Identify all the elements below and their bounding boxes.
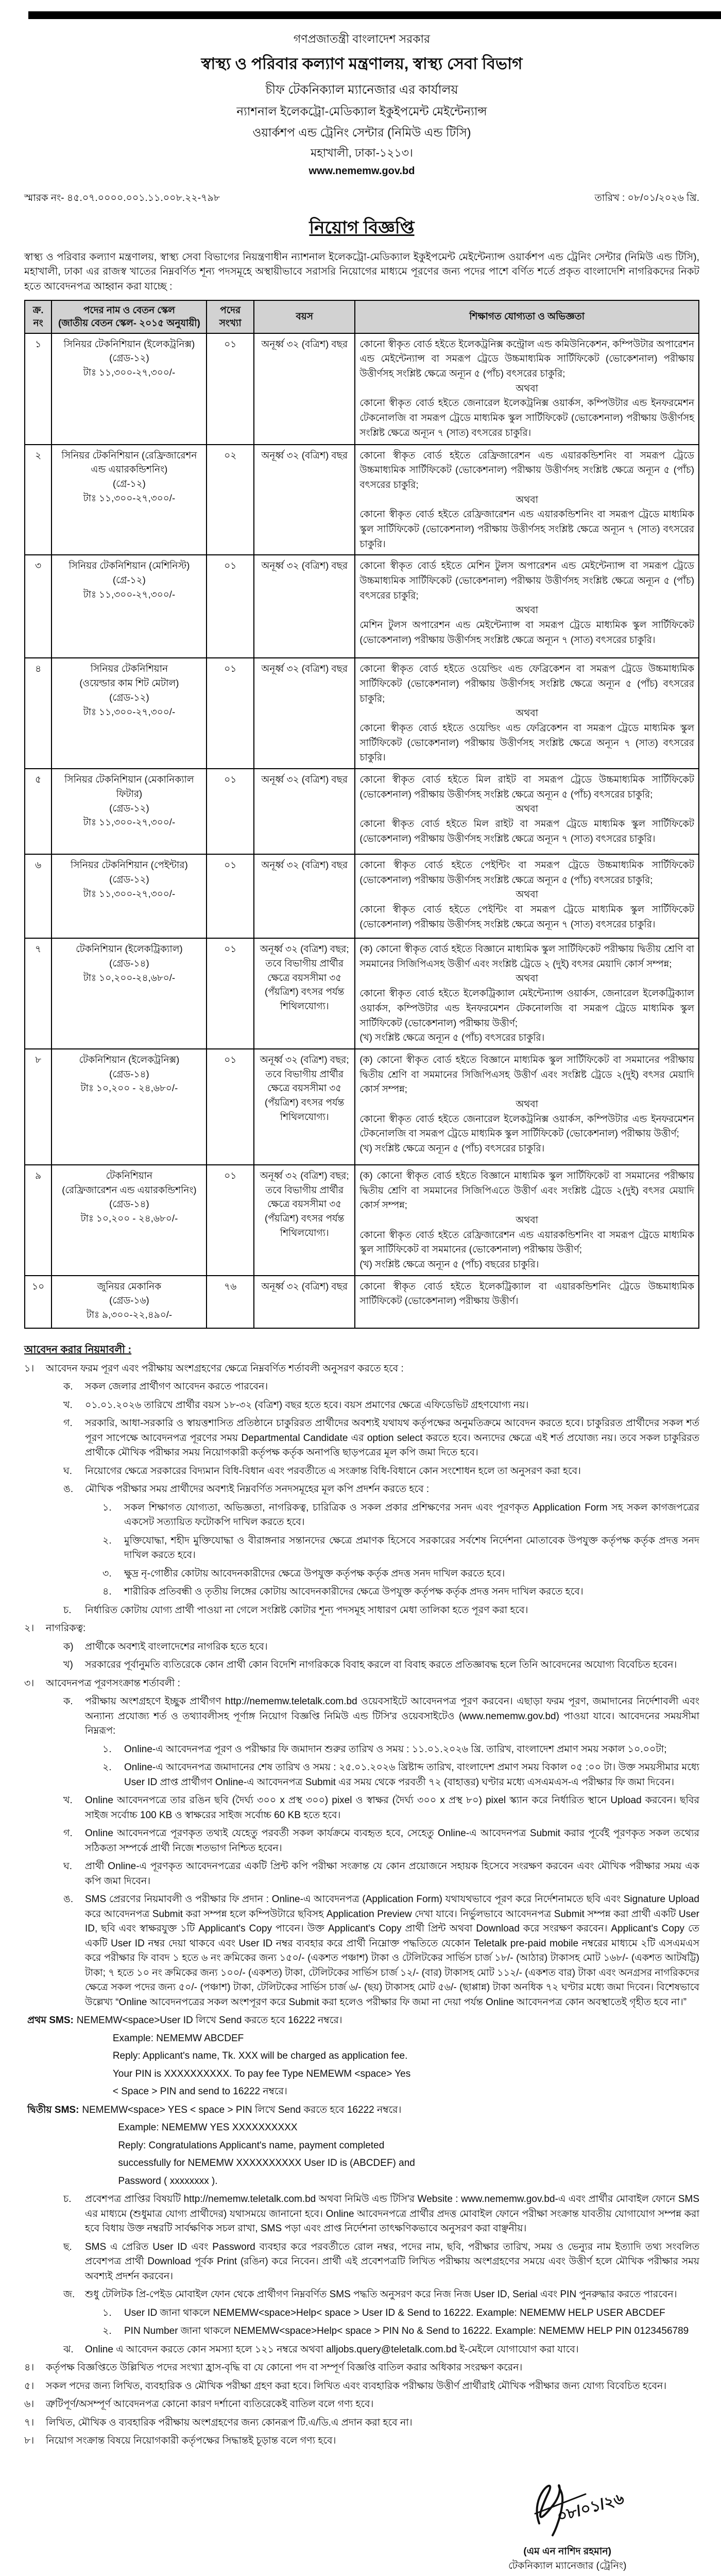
qualification-cell: কোনো স্বীকৃত বোর্ড হইতে মিল রাইট বা সমরূপ ট্রেডে উচ্চমাধ্যমিক সার্টিফিকেট (ভোকেশনাল) পরীক্ষায় উত্তীর্ণসহ সংশ্লিষ্ট ক্ষেত্রে অন্যূন ৫ (পাঁচ) বৎসরের চাকুরি; অথবা কোনো স্বীকৃত বোর্ড হইতে মিল রাইট বা সমরূপ ট্রেডে মাধ্যমিক স্কুল সার্টিফিকেট (ভোকেশনাল) পরীক্ষায় উত্তীর্ণসহ সংশ্লিষ্ট ক্ষেত্রে অন্যূন ৭ (সাত) বৎসরের চাকুরি। (355, 769, 699, 854)
age-cell: অনূর্ধ্ব ৩২ (বত্রিশ) বছর (254, 445, 355, 555)
post-name-cell: সিনিয়র টেকনিশিয়ান (পেইন্টার) (গ্রেড-১২) টাঃ ১১,৩০০-২৭,৩০০/- (52, 854, 207, 938)
rule-item-text: SMS এ প্রেরিত User ID এবং Password ব্যবহার করে পরবর্তীতে রোল নম্বর, পদের নাম, ছবি, পরীক্ষার তারিখ, সময় ও ভেন্যুর নাম ইত্যাদি তথ্য সংবলিত প্রবেশপত্র প্রার্থী Download পূর্বক Print (রঙিন) করে নিবেন। প্রার্থী এই প্রবেশপত্রটি লিখিত পরীক্ষায় অংশগ্রহণের সময়ে এবং উত্তীর্ণ হলে মৌখিক পরীক্ষার সময় অবশ্যই প্রদর্শন করবেন। (85, 2241, 699, 2282)
signature-date-text: ০৮/০১/২৬ (555, 2489, 626, 2526)
vacancy-cell: ০২ (207, 445, 254, 555)
website-url: www.nememw.gov.bd (308, 165, 415, 177)
rule-item-marker: ১. (102, 1502, 112, 1513)
rule-item-marker: ২. (102, 1762, 112, 1773)
top-border-bar (28, 11, 721, 19)
rule-item-marker: গ. (63, 1828, 73, 1839)
rule-item-text: NEMEMW<space>User ID লিখে Send করতে হবে 16222 নম্বরে। (76, 2015, 342, 2026)
table-row (25, 769, 699, 854)
table-row (25, 333, 699, 445)
post-name-cell: জুনিয়র মেকানিক (গ্রেড-১৬) টাঃ ৯,৩০০-২২,৪৯০/- (52, 1276, 207, 1328)
rule-item (24, 2416, 699, 2431)
signature-block (476, 2464, 658, 2576)
rule-item-marker: দ্বিতীয় SMS: (27, 2104, 79, 2115)
signatory-conjunction (476, 2574, 658, 2576)
vacancy-cell: ০১ (207, 1165, 254, 1276)
serial-cell: ১ (25, 333, 52, 445)
rule-item-text: ত্রুটিপূর্ণ/অসম্পূর্ণ আবেদনপত্র কোনো কারণ দর্শানো ব্যতিরেকেই বাতিল বলে গণ্য হবে। (46, 2399, 374, 2410)
age-cell: অনূর্ধ্ব ৩২ (বত্রিশ) বছর; তবে বিভাগীয় প্রার্থীর ক্ষেত্রে বয়সসীমা ৩৫ (পঁয়ত্রিশ) বৎসর পর্যন্ত শিথিলযোগ্য। (254, 1049, 355, 1165)
table-header-cell: পদের নাম ও বেতন স্কেল (জাতীয় বেতন স্কেল- ২০১৫ অনুযায়ী) (52, 300, 207, 333)
post-name-cell: টেকনিশিয়ান (রেফ্রিজারেশন এন্ড এয়ারকন্ডিশনিং) (গ্রেড-১৪) টাঃ ১০,২০০ - ২৪,৬৮০/- (52, 1165, 207, 1276)
table-header-cell: পদের সংখ্যা (207, 300, 254, 333)
rule-item-marker: খ) (63, 1659, 73, 1671)
vacancy-cell: ০১ (207, 769, 254, 854)
rule-item-text: সরকারের পূর্বানুমতি ব্যতিরেকে কোন প্রার্থী কোন বিদেশি নাগরিককে বিবাহ করলে বা বিবাহ করতে প্রতিজ্ঞাবদ্ধ হলে তিনি আবেদনের অযোগ্য বিবেচিত হবেন। (85, 1659, 677, 1671)
serial-cell: ৬ (25, 854, 52, 938)
table-header-row (25, 300, 699, 333)
table-header-cell: ক্র. নং (25, 300, 52, 333)
post-name-cell: সিনিয়র টেকনিশিয়ান (ওয়েল্ডার কাম শিট মেটাল) (গ্রেড-১২) টাঃ ১১,৩০০-২৭,৩০০/- (52, 658, 207, 769)
rule-item-marker: ৩। (24, 1677, 35, 1689)
rule-item-extra-line: < Space > PIN and send to 16222 নম্বরে। (112, 2086, 287, 2097)
vacancy-cell: ০১ (207, 555, 254, 658)
table-row (25, 854, 699, 938)
rule-item-marker: ১. (102, 2307, 112, 2318)
rule-item-marker: গ. (63, 1418, 73, 1429)
rule-item-extra-line: successfully for NEMEMW XXXXXXXXXX User ID is (ABCDEF) and (118, 2158, 415, 2169)
rule-item-extra-line: Reply: Congratulations Applicant's name, payment completed (118, 2140, 385, 2151)
rule-item-marker: ১. (102, 1743, 112, 1755)
rule-item (24, 2434, 699, 2449)
rule-item-text: সকল জেলার প্রার্থীগণ আবেদন করতে পারবেন। (85, 1381, 268, 1393)
table-header-cell: শিক্ষাগত যোগ্যতা ও অভিজ্ঞতা (355, 300, 699, 333)
age-cell: অনূর্ধ্ব ৩২ (বত্রিশ) বছর (254, 1276, 355, 1328)
rule-item-text: নাগরিকত্ব: (46, 1623, 86, 1634)
rule-item (102, 2306, 699, 2321)
rule-item (24, 1676, 699, 2358)
rule-item (63, 2240, 699, 2284)
rule-item (63, 2287, 699, 2339)
rule-item-marker: ক) (63, 1641, 74, 1652)
signatory-name: (এম এন নাশিদ রহমান) (523, 2546, 612, 2557)
rule-item-text: মৌখিক পরীক্ষার সময় প্রার্থীদের অবশ্যই নিম্নবর্ণিত সনদসমূহের মূল কপি প্রদর্শন করতে হবে : (85, 1484, 430, 1495)
signatory-title-1: টেকনিক্যাল ম্যানেজার (ট্রেনিং) (508, 2561, 627, 2572)
signature-scribble-icon (508, 2464, 627, 2541)
job-circular-page (0, 11, 721, 2576)
rule-item-marker: ২. (102, 1535, 112, 1546)
rule-item-text: প্রার্থী Online-এ পূরণকৃত আবেদনপত্রের একটি প্রিন্ট কপি পরীক্ষা সংক্রান্ত যে কোন প্রয়োজনে সহায়ক হিসেবে সংরক্ষণ করবেন এবং মৌখিক পরীক্ষার সময় এক কপি জমা দিবেন। (85, 1861, 699, 1887)
rule-item-marker: ঘ. (63, 1861, 73, 1872)
ministry-line: স্বাস্থ্য ও পরিবার কল্যাণ মন্ত্রণালয়, স্বাস্থ্য সেবা বিভাগ (201, 55, 523, 73)
serial-cell: ৮ (25, 1049, 52, 1165)
rule-item-text: সকল শিক্ষাগত যোগ্যতা, অভিজ্ঞতা, নাগরিকত্ব, চারিত্রিক ও সকল প্রকার প্রশিক্ষণের সনদ এবং পূরণকৃত Application Form সহ সকল কাগজপত্রের একসেট সত্যায়িত ফটোকপি দাখিল করতে হবে। (124, 1502, 699, 1528)
rule-item-text: ০১.০১.২০২৬ তারিখে প্রার্থীর বয়স ১৮-৩২ (বত্রিশ) বছর হতে হবে। বয়স প্রমাণের ক্ষেত্রে এফিডেভিট গ্রহণযোগ্য নয়। (85, 1399, 529, 1411)
vacancy-cell: ০১ (207, 333, 254, 445)
rule-item (63, 1398, 699, 1413)
rule-item-marker: ঙ. (63, 1484, 74, 1495)
rule-item (63, 2192, 699, 2236)
rule-item (102, 1534, 699, 1563)
rule-item-text: নিয়োগ সংক্রান্ত বিষয়ে নিয়োগকারী কর্তৃপক্ষের সিদ্ধান্তই চূড়ান্ত বলে গণ্য হবে। (46, 2435, 336, 2447)
qualification-cell: (ক) কোনো স্বীকৃত বোর্ড হইতে বিজ্ঞানে মাধ্যমিক স্কুল সার্টিফিকেট পরীক্ষায় দ্বিতীয় শ্রেণি বা সমমানের সিজিপিএসহ উত্তীর্ণ এবং সংশ্লিষ্ট ট্রেডে ২ (দুই) বৎসর মেয়াদি কোর্স সম্পন্ন; অথবা কোনো স্বীকৃত বোর্ড হইতে ইলেকট্রিক্যাল মেইন্টেন্যান্স ওয়ার্কস, জেনারেল ইলেকট্রিক্যাল ওয়ার্কস, কম্পিউটার এন্ড ইনফরমেশন টেকনোলজি বা সমরূপ ট্রেডে মাধ্যমিক স্কুল সার্টিফিকেট (ভোকেশনাল) পরীক্ষায় উত্তীর্ণ; (খ) সংশ্লিষ্ট ক্ষেত্রে অন্যূন ৫ (পাঁচ) বৎসরের চাকুরি। (355, 938, 699, 1049)
rule-item-marker: ঘ. (63, 1465, 73, 1477)
rule-item-marker: ৬। (24, 2399, 35, 2410)
table-row (25, 445, 699, 555)
age-cell: অনূর্ধ্ব ৩২ (বত্রিশ) বছর (254, 333, 355, 445)
rule-item (63, 1793, 699, 1823)
rule-item-marker: ৪। (24, 2362, 35, 2374)
rule-item-marker: খ. (63, 1399, 73, 1411)
rule-item-text: সকল পদের জন্য লিখিত, ব্যবহারিক ও মৌখিক পরীক্ষা গ্রহণ করা হবে। লিখিত এবং ব্যবহারিক পরীক্ষায় উত্তীর্ণ প্রার্থীরাই মৌখিক পরীক্ষার জন্য যোগ্য বিবেচিত হবেন। (46, 2380, 667, 2392)
rule-item-marker: ৫। (24, 2380, 35, 2392)
rule-item-marker: জ. (63, 2289, 75, 2300)
rule-item-text: শারীরিক প্রতিবন্ধী ও তৃতীয় লিঙ্গের কোটায় আবেদনকারীদের ক্ষেত্রে উপযুক্ত কর্তৃপক্ষ কর্তৃক প্রদত্ত সনদ দাখিল করতে হবে। (124, 1586, 583, 1598)
rule-item (63, 2343, 699, 2358)
qualification-cell: কোনো স্বীকৃত বোর্ড হইতে ইলেকট্রনিক্স কন্ট্রোল এন্ড কমিউনিকেশন, কম্পিউটার অপারেশন এন্ড মেইন্টেন্যান্স বা সমরূপ ট্রেডে উচ্চমাধ্যমিক সার্টিফিকেট (ভোকেশনাল) পরীক্ষায় উত্তীর্ণসহ সংশ্লিষ্ট ক্ষেত্রে অন্যূন ৫ (পাঁচ) বৎসরের চাকুরি; অথবা কোনো স্বীকৃত বোর্ড হইতে জেনারেল ইলেকট্রনিক্স ওয়ার্কস, কম্পিউটার এন্ড ইনফরমেশন টেকনোলজি বা সমরূপ ট্রেডে মাধ্যমিক স্কুল সার্টিফিকেট (ভোকেশনাল) পরীক্ষায় উত্তীর্ণসহ সংশ্লিষ্ট ক্ষেত্রে অন্যূন ৭ (সাত) বৎসরের চাকুরি। (355, 333, 699, 445)
rule-item (24, 2397, 699, 2412)
table-row (25, 1049, 699, 1165)
vacancy-cell: ০১ (207, 1049, 254, 1165)
vacancy-cell: ০১ (207, 938, 254, 1049)
rule-item-text: আবেদন ফরম পূরণ এবং পরীক্ষায় অংশগ্রহণের ক্ষেত্রে নিম্নবর্ণিত শর্তাবলী অনুসরণ করতে হবে : (46, 1363, 404, 1374)
rule-item-marker: ক. (63, 1381, 73, 1393)
serial-cell: ৭ (25, 938, 52, 1049)
rule-item (102, 1760, 699, 1790)
rule-item (102, 1742, 699, 1757)
table-header-cell: বয়স (254, 300, 355, 333)
rule-item (102, 2324, 699, 2339)
vacancy-cell: ০১ (207, 854, 254, 938)
address-line: মহাখালী, ঢাকা-১২১৩। (311, 146, 413, 159)
rule-item-text: নিয়োগের ক্ষেত্রে সরকারের বিদ্যমান বিধি-বিধান এবং পরবর্তীতে এ সংক্রান্ত বিধি-বিধানে কোন সংশোধন হলে তা অনুসরণ করা হবে। (85, 1465, 581, 1477)
vacancy-cell: ৭৬ (207, 1276, 254, 1328)
organization-line-1: ন্যাশনাল ইলেকট্রো-মেডিক্যাল ইকুইপমেন্ট মেইন্টেন্যান্স (236, 105, 487, 118)
age-cell: অনূর্ধ্ব ৩২ (বত্রিশ) বছর; তবে বিভাগীয় প্রার্থীর ক্ষেত্রে বয়সসীমা ৩৫ (পঁয়ত্রিশ) বৎসর পর্যন্ত শিথিলযোগ্য। (254, 1165, 355, 1276)
rule-item-extra-line: Password ( xxxxxxxx ). (118, 2175, 218, 2187)
serial-cell: ৩ (25, 555, 52, 658)
age-cell: অনূর্ধ্ব ৩২ (বত্রিশ) বছর (254, 854, 355, 938)
rule-item-marker: ১। (24, 1363, 35, 1374)
rule-item-text: পরীক্ষায় অংশগ্রহণে ইচ্ছুক প্রার্থীগণ http://nememw.teletalk.com.bd ওয়েবসাইটে আবেদনপত্র পূরণ করবেন। এছাড়া ফরম পূরণ, জমাদানের নির্দেশাবলী এবং অন্যান্য প্রযোজ্য শর্ত ও তথ্যাবলীসহ পূর্ণাঙ্গ নিয়োগ বিজ্ঞপ্তি নিমিউ এন্ড টিসি'র ওয়েবসাইটেও (www.nememw.gov.bd) পাওয়া যাবে। আবেদনের সময়সীমা নিম্নরূপ: (85, 1696, 699, 1737)
rule-item-extra-line: Example: NEMEMW YES XXXXXXXXXX (118, 2122, 298, 2133)
rule-item-text: প্রবেশপত্র প্রাপ্তির বিষয়টি http://nememw.teletalk.com.bd অথবা নিমিউ এন্ড টিসি'র Website : www.nememw.gov.bd-এ এবং প্রার্থীর মোবাইল ফোনে SMS এর মাধ্যমে (শুধুমাত্র যোগ্য প্রার্থীদের) যথাসময়ে জানানো হবে। Online আবেদনপত্রে প্রার্থীর প্রদত্ত মোবাইল ফোনে পরীক্ষা সংক্রান্ত যাবতীয় যোগাযোগ সম্পন্ন করা হবে বিধায় উক্ত নম্বরটি সার্বক্ষণিক সচল রাখা, SMS পড়া এবং প্রাপ্ত নির্দেশনা তাৎক্ষণিকভাবে অনুসরণ করা বাঞ্ছনীয়। (85, 2194, 699, 2234)
rule-item (102, 1567, 699, 1582)
page-title: নিয়োগ বিজ্ঞপ্তি (309, 218, 415, 238)
memo-number: স্মারক নং- ৪৫.০৭.০০০০.০০১.১১.০০৮.২২-৭৯৮ (24, 193, 220, 204)
positions-table-body (25, 333, 699, 1328)
intro-paragraph: স্বাস্থ্য ও পরিবার কল্যাণ মন্ত্রণালয়, স্বাস্থ্য সেবা বিভাগের নিয়ন্ত্রণাধীন ন্যাশনাল ইলেকট্রো-মেডিক্যাল ইকুইপমেন্ট মেইন্টেন্যান্স ওয়ার্কশপ এন্ড ট্রেনিং সেন্টার (নিমিউ এন্ড টিসি), মহাখালী, ঢাকা এর রাজস্ব খাতের নিম্নবর্ণিত শূন্য পদসমূহে অস্থায়ীভাবে সরাসরি নিয়োগের মাধ্যমে পূরণের জন্য পদের পাশে বর্ণিত শর্তে প্রকৃত বাংলাদেশি নাগরিকদের নিকট হতে আবেদনপত্র আহ্বান করা যাচ্ছে : (24, 251, 699, 292)
rule-item-text: লিখিত, মৌখিক ও ব্যবহারিক পরীক্ষায় অংশগ্রহণের জন্য কোনরূপ টি.এ/ডি.এ প্রদান করা হবে না। (46, 2417, 413, 2428)
table-row (25, 938, 699, 1049)
serial-cell: ১০ (25, 1276, 52, 1328)
rule-item-text: User ID জানা থাকলে NEMEMW<space>Help< space > User ID & Send to 16222. Example: NEMEMW HELP USER ABCDEF (124, 2307, 665, 2318)
rule-item-marker: ক. (63, 1696, 73, 1707)
positions-table (24, 300, 699, 1329)
rule-item (63, 1640, 699, 1655)
serial-cell: ২ (25, 445, 52, 555)
rule-item-text: NEMEMW<space> YES < space > PIN লিখে Send করতে হবে 16222 নম্বরে। (82, 2104, 402, 2115)
rule-item-marker: ২। (24, 1623, 35, 1634)
office-line: চীফ টেকনিক্যাল ম্যানেজার এর কার্যালয় (265, 83, 458, 97)
rule-item-text: প্রার্থীকে অবশ্যই বাংলাদেশের নাগরিক হতে হবে। (85, 1641, 268, 1652)
rule-item-marker: ছ. (63, 2241, 72, 2252)
rule-item (63, 1464, 699, 1479)
serial-cell: ৪ (25, 658, 52, 769)
rule-item-text: শুধু টেলিটক প্রি-পেইড মোবাইল ফোন থেকে প্রার্থীগণ নিম্নবর্ণিত SMS পদ্ধতি অনুসরণ করে নিজ নিজ User ID, Serial এবং PIN পুনরুদ্ধার করতে পারবেন। (85, 2289, 677, 2300)
serial-cell: ৫ (25, 769, 52, 854)
table-row (25, 1165, 699, 1276)
rule-item (63, 1859, 699, 1889)
rule-item (63, 1826, 699, 1856)
rule-item-text: Online আবেদনপত্রে তার রঙিন ছবি (দৈর্ঘ্য ৩০০ x প্রস্থ ৩০০) pixel ও স্বাক্ষর (দৈর্ঘ্য ৩০০ x প্রস্থ ৮০) pixel স্ক্যান করে নির্ধারিত স্থানে Upload করবেন। ছবির সাইজ সর্বোচ্চ 100 KB ও স্বাক্ষরের সাইজ সর্বোচ্চ 60 KB হতে হবে। (85, 1795, 699, 1821)
memo-date: তারিখ : ০৮/০১/২০২৬ খ্রি. (594, 193, 699, 204)
qualification-cell: কোনো স্বীকৃত বোর্ড হইতে রেফ্রিজারেশন এন্ড এয়ারকন্ডিশনিং বা সমরূপ ট্রেডে উচ্চমাধ্যমিক সার্টিফিকেট (ভোকেশনাল) পরীক্ষায় উত্তীর্ণসহ সংশ্লিষ্ট ক্ষেত্রে অন্যূন ৫ (পাঁচ) বৎসরের চাকুরি; অথবা কোনো স্বীকৃত বোর্ড হইতে রেফ্রিজারেশন এন্ড এয়ারকন্ডিশনিং বা সমরূপ ট্রেডে মাধ্যমিক স্কুল সার্টিফিকেট (ভোকেশনাল) পরীক্ষায় উত্তীর্ণসহ সংশ্লিষ্ট ক্ষেত্রে অন্যূন ৭ (সাত) বৎসরের চাকুরি। (355, 445, 699, 555)
organization-line-2: ওয়ার্কশপ এন্ড ট্রেনিং সেন্টার (নিমিউ এন্ড টিসি) (252, 126, 471, 139)
qualification-cell: কোনো স্বীকৃত বোর্ড হইতে ওয়েল্ডিং এন্ড ফেব্রিকেশন বা সমরূপ ট্রেডে উচ্চমাধ্যমিক সার্টিফিকেট (ভোকেশনাল) পরীক্ষায় উত্তীর্ণসহ সংশ্লিষ্ট ক্ষেত্রে অন্যূন ৫ (পাঁচ) বৎসরের চাকুরি; অথবা কোনো স্বীকৃত বোর্ড হইতে ওয়েল্ডিং এন্ড ফেব্রিকেশন বা সমরূপ ট্রেডে মাধ্যমিক স্কুল সার্টিফিকেট (ভোকেশনাল) পরীক্ষায় উত্তীর্ণসহ সংশ্লিষ্ট ক্ষেত্রে অন্যূন ৭ (সাত) বৎসরের চাকুরি। (355, 658, 699, 769)
rule-item-marker: প্রথম SMS: (27, 2015, 74, 2026)
rule-item-extra-line: Your PIN is XXXXXXXXXX. To pay fee Type NEMEWM <space> Yes (112, 2068, 411, 2079)
rule-item (102, 1501, 699, 1530)
age-cell: অনূর্ধ্ব ৩২ (বত্রিশ) বছর (254, 555, 355, 658)
rule-item-text: Online এ আবেদন করতে কোন সমস্যা হলে ১২১ নম্বরে অথবা alljobs.query@teletalk.com.bd ই-মেইলে যোগাযোগ করা যাবে। (85, 2344, 579, 2355)
rule-item (24, 1621, 699, 1673)
rule-item-text: কর্তৃপক্ষ বিজ্ঞপ্তিতে উল্লিখিত পদের সংখ্যা হ্রাস-বৃদ্ধি বা যে কোনো পদ বা সম্পূর্ণ বিজ্ঞপ্তি বাতিল করার অধিকার সংরক্ষণ করেন। (46, 2362, 523, 2374)
rule-item-marker: চ. (63, 2194, 72, 2205)
rule-item (102, 1585, 699, 1600)
rule-item-marker: ৭। (24, 2417, 35, 2428)
rule-item (63, 1658, 699, 1673)
qualification-cell: কোনো স্বীকৃত বোর্ড হইতে মেশিন টুলস অপারেশন এন্ড মেইন্টেন্যান্স বা সমরূপ ট্রেডে উচ্চমাধ্যমিক সার্টিফিকেট (ভোকেশনাল) পরীক্ষায় উত্তীর্ণসহ সংশ্লিষ্ট ক্ষেত্রে অন্যূন ৫ (পাঁচ) বৎসরের চাকুরি; অথবা মেশিন টুলস অপারেশন এন্ড মেইন্টেন্যান্স বা সমরূপ ট্রেডে মাধ্যমিক স্কুল সার্টিফিকেট (ভোকেশনাল) পরীক্ষায় উত্তীর্ণসহ সংশ্লিষ্ট ক্ষেত্রে অন্যূন ৭ (সাত) বৎসরের চাকুরি। (355, 555, 699, 658)
qualification-cell: (ক) কোনো স্বীকৃত বোর্ড হইতে বিজ্ঞানে মাধ্যমিক স্কুল সার্টিফিকেট বা সমমানের পরীক্ষায় দ্বিতীয় শ্রেণি বা সমমানের সিজিপিএতে উত্তীর্ণ এবং সংশ্লিষ্ট ট্রেডে ২(দুই) বৎসর মেয়াদি কোর্স সম্পন্ন; অথবা কোনো স্বীকৃত বোর্ড হইতে রেফ্রিজারেশন এন্ড এয়ারকন্ডিশনিং বা সমরূপ ট্রেডে মাধ্যমিক স্কুল সার্টিফিকেট বা সমমানের (ভোকেশনাল) পরীক্ষায় উত্তীর্ণ; (খ) সংশ্লিষ্ট ক্ষেত্রে অন্যূন ৫ (পাঁচ) বছরের চাকুরি। (355, 1165, 699, 1276)
age-cell: অনূর্ধ্ব ৩২ (বত্রিশ) বছর (254, 658, 355, 769)
rule-item-marker: ঙ. (63, 1894, 74, 1905)
post-name-cell: টেকনিশিয়ান (ইলেকট্রনিক্স) (গ্রেড-১৪) টাঃ ১০,২০০ - ২৪,৬৮০/- (52, 1049, 207, 1165)
post-name-cell: সিনিয়র টেকনিশিয়ান (ইলেকট্রনিক্স) (গ্রেড-১২) টাঃ ১১,৩০০-২৭,৩০০/- (52, 333, 207, 445)
table-row (25, 555, 699, 658)
rule-item (63, 1482, 699, 1600)
rule-item-text: Online-এ আবেদনপত্র পূরণ ও পরীক্ষার ফি জমাদান শুরুর তারিখ ও সময় : ১১.০১.২০২৬ খ্রি. তারিখ, বাংলাদেশ প্রমাণ সময় সকাল ১০.০০টা; (124, 1743, 667, 1755)
rule-item-text: নির্ধারিত কোটায় যোগ্য প্রার্থী পাওয়া না গেলে সংশ্লিষ্ট কোটার শূন্য পদসমূহ সাধারণ মেধা তালিকা হতে পূরণ করা হবে। (85, 1604, 528, 1616)
vacancy-cell: ০১ (207, 658, 254, 769)
rule-item-marker: ৮। (24, 2435, 35, 2447)
table-row (25, 658, 699, 769)
rule-item (24, 1362, 699, 1618)
rule-item-text: SMS প্রেরণের নিয়মাবলী ও পরীক্ষার ফি প্রদান : Online-এ আবেদনপত্র (Application Form) যথাযথভাবে পূরণ করে নির্দেশনামতে ছবি এবং Signature Upload করে আবেদনপত্র Submit করা সম্পন্ন হলে কম্পিউটারে ছবিসহ Application Preview দেখা যাবে। নির্ভুলভাবে আবেদনপত্র Submit সম্পন্ন করা প্রার্থী একটি User ID, ছবি এবং স্বাক্ষরযুক্ত ১টি Applicant's Copy পাবেন। উক্ত Applicant's Copy প্রার্থী প্রিন্ট অথবা Download করে সংরক্ষণ করবেন। Applicant's Copy তে একটি User ID নম্বর দেয়া থাকবে এবং User ID নম্বর ব্যবহার করে প্রার্থী নিম্নোক্ত পদ্ধতিতে যেকোন Teletalk pre-paid mobile নম্বরের মাধ্যমে ২টি এসএমএস করে পরীক্ষার ফি বাবদ ১ হতে ৬ নং ক্রমিকের জন্য ১৫০/- (একশত পঞ্চাশ) টাকা ও টেলিটকের সার্ভিস চার্জ ১৮/- (আঠার) টাকাসহ মোট ১৬৮/- (একশত আটষট্টি) টাকা; ৭ হতে ১০ নং ক্রমিকের জন্য ১০০/- (একশত) টাকা, টেলিটকের সার্ভিস চার্জ ১২/- (বার) টাকাসহ মোট ১১২/- (একশত বার) টাকা এবং অনগ্রসর নাগরিকদের ক্ষেত্রে সকল পদের জন্য ৫০/- (পঞ্চাশ) টাকা, টেলিটকের সার্ভিস চার্জ ৬/- (ছয়) টাকাসহ মোট ৫৬/- (ছাপ্পান্ন) টাকা অনধিক ৭২ ঘণ্টার মধ্যে জমা দিবেন। বিশেষভাবে উল্লেখ্য “Online আবেদনপত্রের সকল অংশপূরণ করে Submit করা হলেও পরীক্ষার ফি জমা না দেয়া পর্যন্ত Online আবেদনপত্র কোন অবস্থাতেই গৃহীত হবে না।” (85, 1894, 699, 2008)
rule-item (63, 1380, 699, 1395)
rule-item (27, 2013, 699, 2099)
post-name-cell: সিনিয়র টেকনিশিয়ান (রেফ্রিজারেশন এন্ড এয়ারকন্ডিশনিং) (গ্রে-১২) টাঃ ১১,৩০০-২৭,৩০০/- (52, 445, 207, 555)
age-cell: অনূর্ধ্ব ৩২ (বত্রিশ) বছর; তবে বিভাগীয় প্রার্থীর ক্ষেত্রে বয়সসীমা ৩৫ (পঁয়ত্রিশ) বৎসর পর্যন্ত শিথিলযোগ্য। (254, 938, 355, 1049)
rule-item (63, 1694, 699, 1790)
rule-item (27, 2103, 699, 2189)
post-name-cell: টেকনিশিয়ান (ইলেকট্রিক্যাল) (গ্রেড-১৪) টাঃ ১০,২০০-২৪,৬৮০/- (52, 938, 207, 1049)
table-row (25, 1276, 699, 1328)
rule-item-marker: ৪. (102, 1586, 112, 1598)
rule-item (24, 2361, 699, 2376)
qualification-cell: কোনো স্বীকৃত বোর্ড হইতে পেইন্টিং বা সমরূপ ট্রেডে উচ্চমাধ্যমিক সার্টিফিকেট (ভোকেশনাল) পরীক্ষায় উত্তীর্ণসহ সংশ্লিষ্ট ক্ষেত্রে অন্যূন ৫ (পাঁচ) বৎসরের চাকুরি; অথবা কোনো স্বীকৃত বোর্ড হইতে পেইন্টিং বা সমরূপ ট্রেডে মাধ্যমিক স্কুল সার্টিফিকেট (ভোকেশনাল) পরীক্ষায় উত্তীর্ণসহ সংশ্লিষ্ট ক্ষেত্রে অন্যূন ৭ (সাত) বৎসরের চাকুরি। (355, 854, 699, 938)
rule-item-text: Online-এ আবেদনপত্র জমাদানের শেষ তারিখ ও সময় : ২৫.০১.২০২৬ খ্রিষ্টাব্দ তারিখ, বাংলাদেশ প্রমাণ সময় বিকাল ০৫ :০০ টা। উক্ত সময়সীমার মধ্যে User ID প্রাপ্ত প্রার্থীগণ Online-এ আবেদনপত্র Submit এর সময় থেকে পরবর্তী ৭২ (বাহাত্তর) ঘণ্টার মধ্যে এসএমএস-এ পরীক্ষার ফি জমা দিবেন। (124, 1762, 699, 1788)
rule-item-extra-line: Example: NEMEMW ABCDEF (112, 2032, 244, 2044)
rule-item-marker: চ. (63, 1604, 72, 1616)
rule-item-text: Online আবেদনপত্রে পূরণকৃত তথ্যই যেহেতু পরবর্তী সকল কার্যক্রমে ব্যবহৃত হবে, সেহেতু Online-এ আবেদনপত্র Submit করার পূর্বেই পূরণকৃত সকল তথ্যের সঠিকতা সম্পর্কে প্রার্থী নিজে শতভাগ নিশ্চিত হবেন। (85, 1828, 699, 1854)
serial-cell: ৯ (25, 1165, 52, 1276)
rule-item-marker: ২. (102, 2326, 112, 2337)
rule-item-marker: ঝ. (63, 2344, 74, 2355)
rule-item-extra-line: Reply: Applicant's name, Tk. XXX will be charged as application fee. (112, 2050, 408, 2062)
rule-item-marker: খ. (63, 1795, 73, 1806)
rules-title: আবেদন করার নিয়মাবলী : (24, 1344, 132, 1355)
rule-item (63, 1416, 699, 1461)
rule-item-text: ক্ষুদ্র নৃ-গোষ্ঠীর কোটায় আবেদনকারীদের ক্ষেত্রে উপযুক্ত কর্তৃপক্ষ কর্তৃক প্রদত্ত সনদ দাখিল করতে হবে। (124, 1568, 505, 1579)
rule-item-text: PIN Number জানা থাকলে NEMEMW<space>Help< space > PIN No & Send to 16222. Example: NEMEMW HELP PIN 0123456789 (124, 2326, 689, 2337)
qualification-cell: কোনো স্বীকৃত বোর্ড হইতে ইলেকট্রিক্যাল বা এয়ারকন্ডিশনিং ট্রেডে উচ্চমাধ্যমিক সার্টিফিকেট (ভোকেশনাল) পরীক্ষায় উত্তীর্ণ। (355, 1276, 699, 1328)
post-name-cell: সিনিয়র টেকনিশিয়ান (মেকানিক্যাল ফিটার) (গ্রেড-১২) টাঃ ১১,৩০০-২৭,৩০০/- (52, 769, 207, 854)
rule-item-text: মুক্তিযোদ্ধা, শহীদ মুক্তিযোদ্ধা ও বীরাঙ্গনার সন্তানদের ক্ষেত্রে প্রমাণক হিসেবে সরকারের সর্বশেষ নির্দেশনা মোতাবেক উপযুক্ত কর্তৃপক্ষ কর্তৃক প্রদত্ত সনদ দাখিল করতে হবে। (124, 1535, 699, 1561)
post-name-cell: সিনিয়র টেকনিশিয়ান (মেশিনিস্ট) (গ্রে-১২) টাঃ ১১,৩০০-২৭,৩০০/- (52, 555, 207, 658)
rule-item-marker: ৩. (102, 1568, 112, 1579)
rule-item (63, 1603, 699, 1618)
rule-item-text: আবেদনপত্র পূরণসংক্রান্ত শর্তাবলী : (46, 1677, 180, 1689)
rule-item (24, 2379, 699, 2394)
government-line: গণপ্রজাতন্ত্রী বাংলাদেশ সরকার (293, 32, 431, 45)
age-cell: অনূর্ধ্ব ৩২ (বত্রিশ) বছর (254, 769, 355, 854)
rule-item (63, 1892, 699, 2010)
application-rules-section (24, 1342, 699, 2449)
rule-item-text: সরকারি, আধা-সরকারি ও স্বায়ত্তশাসিত প্রতিষ্ঠানে চাকুরিরত প্রার্থীদের অবশ্যই যথাযথ কর্তৃপক্ষের অনুমতিক্রমে আবেদন করতে হবে। চাকুরিরত প্রার্থীদের সকল শর্ত পূরণ সাপেক্ষে আবেদনপত্র পূরণের সময় Departmental Candidate এর option select করতে হবে। অন্যদের ক্ষেত্রে এই শর্ত প্রযোজ্য নয়। তবে সকল চাকুরিরত প্রার্থীকে মৌখিক পরীক্ষার সময় নিয়োগকারী কর্তৃপক্ষ কর্তৃক অনাপত্তি ছাড়পত্রের মূল কপি জমা দিতে হবে। (85, 1418, 699, 1459)
qualification-cell: (ক) কোনো স্বীকৃত বোর্ড হইতে বিজ্ঞানে মাধ্যমিক স্কুল সার্টিফিকেট বা সমমানের পরীক্ষায় দ্বিতীয় শ্রেণি বা সমমানের সিজিপিএসহ উত্তীর্ণ এবং সংশ্লিষ্ট ট্রেডে ২(দুই) বৎসর মেয়াদি কোর্স সম্পন্ন; অথবা কোনো স্বীকৃত বোর্ড হইতে জেনারেল ইলেকট্রনিক্স ওয়ার্কস, কম্পিউটার এন্ড ইনফরমেশন টেকনোলজি বা সমরূপ ট্রেডে মাধ্যমিক স্কুল সার্টিফিকেট (ভোকেশনাল) পরীক্ষায় উত্তীর্ণ; (খ) সংশ্লিষ্ট ক্ষেত্রে অন্যূন ৫ (পাঁচ) বৎসরের চাকুরি। (355, 1049, 699, 1165)
